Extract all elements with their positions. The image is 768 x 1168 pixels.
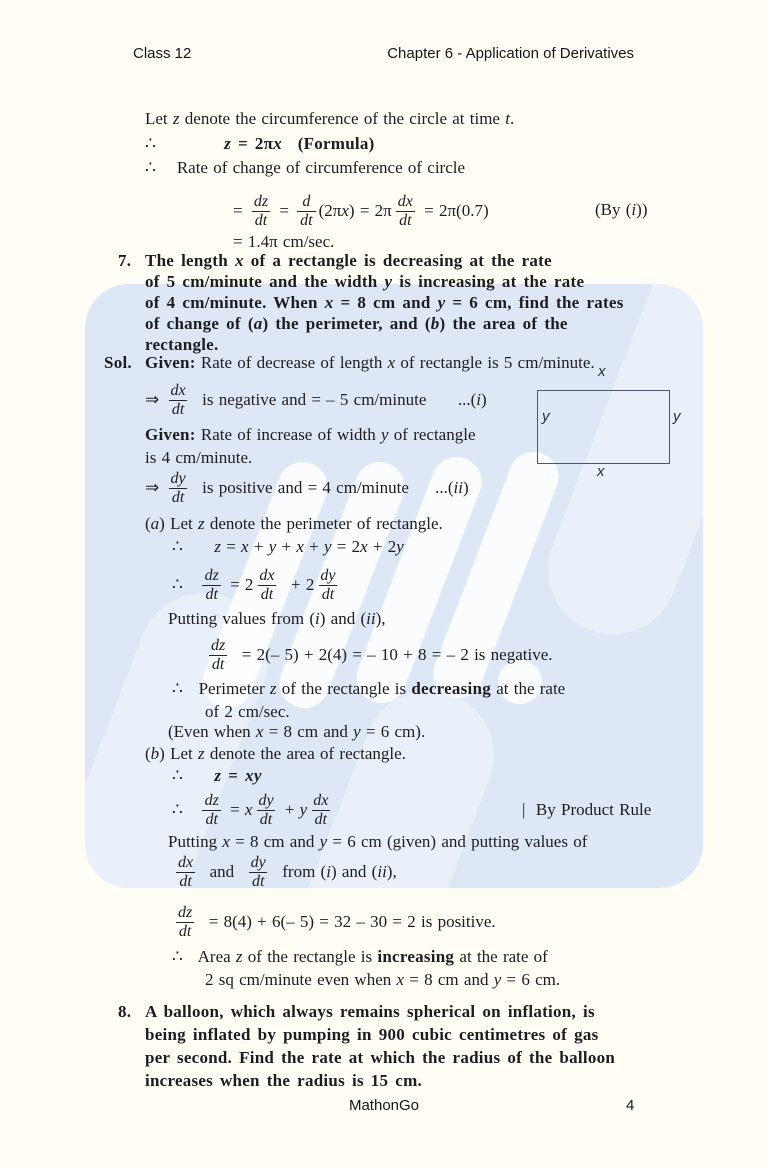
diagram-top-label: x	[598, 363, 606, 380]
text-segment: t	[505, 109, 510, 128]
text-segment: ∴	[172, 537, 215, 556]
text-segment: ∴	[145, 134, 156, 153]
text-segment: Sol.	[104, 353, 132, 372]
text-segment: increasing	[377, 947, 455, 966]
q7-line-4	[145, 313, 568, 335]
text-segment: = 8(4) + 6(– 5) = 32 – 30 = 2 is positive.	[198, 912, 496, 931]
text-segment: is positive and = 4 cm/minute ...(	[191, 478, 454, 497]
text-segment: = 6 cm, find the rates	[445, 293, 624, 312]
text-segment: y	[353, 722, 361, 741]
text-segment: = 8 cm and	[263, 722, 354, 741]
area-conclusion-1	[172, 946, 548, 968]
text-segment: x	[244, 800, 253, 819]
text-segment: is increasing at the rate	[392, 272, 585, 291]
text-segment: ∴ Perimeter	[172, 679, 270, 698]
text-segment: = 2(– 5) + 2(4) = – 10 + 8 = – 2 is negative.	[231, 645, 553, 664]
text-segment: of the rectangle is	[276, 679, 412, 698]
text-segment: x	[360, 537, 368, 556]
text-segment: 2 sq cm/minute even when	[205, 970, 397, 989]
perimeter-derivative	[172, 562, 341, 608]
text-segment: rectangle.	[145, 335, 219, 354]
text-segment: of 4 cm/minute. When	[145, 293, 325, 312]
area-derivative	[172, 787, 334, 833]
text-segment: ∴ Rate of change of circumference of circle	[145, 158, 466, 177]
text-segment: + 2	[280, 575, 315, 594]
text-segment: z	[214, 537, 221, 556]
perimeter-formula	[172, 536, 404, 558]
part-b-intro	[145, 743, 406, 765]
text-segment: ) and (	[330, 862, 378, 881]
eq-i	[145, 377, 487, 423]
text-segment: of a rectangle is decreasing at the rate	[243, 251, 552, 270]
text-segment: i	[315, 609, 320, 628]
text-segment: )	[481, 390, 487, 409]
fraction: $\frac{dy}{dt}$	[250, 853, 266, 890]
text-segment	[282, 134, 298, 153]
q7-line-1	[145, 250, 552, 272]
q7-number	[118, 250, 131, 272]
text-segment: z	[198, 514, 205, 533]
text-segment: z	[198, 744, 205, 763]
text-segment: y	[396, 537, 404, 556]
footer-brand: MathonGo	[348, 1097, 420, 1114]
text-segment: ∴	[172, 766, 215, 785]
text-segment: ) the perimeter, and (	[262, 314, 431, 333]
text-segment: (By (	[595, 200, 632, 219]
text-segment: z	[235, 947, 243, 966]
eq-ii	[145, 465, 469, 511]
text-segment: y	[493, 970, 502, 989]
area-formula	[172, 765, 262, 787]
text-segment: is 4 cm/minute.	[145, 448, 253, 467]
text-segment: and	[199, 862, 245, 881]
text-segment: = 2π	[230, 134, 274, 153]
text-segment: x	[255, 722, 264, 741]
fraction: $\frac{dy}{dt}$	[170, 469, 186, 506]
text-segment: =	[224, 800, 245, 819]
q8-line-2	[145, 1024, 598, 1046]
rect-diagram	[537, 390, 670, 464]
text-segment: =	[233, 201, 248, 220]
text-segment: is negative and = – 5 cm/minute ...(	[191, 390, 477, 409]
text-segment: z	[214, 766, 222, 785]
text-segment: = 6 cm (given) and putting values of	[327, 832, 588, 851]
text-segment: y	[319, 832, 328, 851]
text-segment: .	[509, 109, 515, 128]
text-segment	[156, 134, 224, 153]
text-segment: denote the area of rectangle.	[204, 744, 406, 763]
area-conclusion-2	[205, 969, 560, 991]
text-segment: ) the area of the	[439, 314, 568, 333]
text-segment: ⇒	[145, 478, 165, 497]
text-segment: The length	[145, 251, 235, 270]
text-segment: decreasing	[411, 679, 491, 698]
text-segment: z	[224, 134, 231, 153]
fraction: $\frac{dx}{dt}$	[313, 791, 329, 828]
text-segment: ∴	[172, 575, 199, 594]
text-segment: of 5 cm/minute and the width	[145, 272, 385, 291]
text-segment: Given:	[145, 425, 196, 444]
text-segment: Let	[145, 109, 173, 128]
text-segment: z	[172, 109, 180, 128]
diagram-bottom-label: x	[597, 463, 605, 480]
text-segment: 7.	[118, 251, 132, 270]
text-segment: x	[273, 134, 282, 153]
header-class: Class 12	[133, 45, 192, 62]
text-segment: ) Let	[159, 744, 198, 763]
text-segment: y	[384, 272, 393, 291]
fraction: $\frac{dx}{dt}$	[259, 566, 275, 603]
text-segment: =	[220, 537, 242, 556]
text-segment: ) Let	[159, 514, 198, 533]
text-segment: a	[150, 514, 160, 533]
q7-line-2	[145, 271, 584, 293]
text-segment: ii	[377, 862, 387, 881]
fraction: $\frac{dz}{dt}$	[202, 792, 222, 828]
text-segment: = 2	[331, 537, 361, 556]
text-segment: (	[145, 744, 151, 763]
text-segment: ⇒	[145, 390, 165, 409]
fraction: $\frac{dz}{dt}$	[208, 637, 228, 673]
text-segment: a	[253, 314, 263, 333]
sol-label	[104, 352, 132, 374]
fraction: $\frac{dx}{dt}$	[178, 853, 194, 890]
fraction: $\frac{dx}{dt}$	[397, 192, 413, 229]
text-segment: Putting	[168, 832, 223, 851]
text-segment: y	[323, 537, 332, 556]
text-segment: )	[462, 478, 469, 497]
text-segment: + 2	[367, 537, 397, 556]
perimeter-conclusion-2	[205, 701, 290, 723]
text-segment: Putting values from (	[168, 609, 316, 628]
text-segment: x	[241, 537, 249, 556]
fraction: $\frac{d}{dt}$	[297, 193, 315, 229]
text-segment: at the rate of	[454, 947, 548, 966]
text-segment: ) and (	[319, 609, 367, 628]
text-segment: Given:	[145, 353, 196, 372]
text-segment: = 8 cm and	[404, 970, 494, 989]
text-segment: x	[387, 353, 396, 372]
by-note	[595, 199, 647, 221]
text-segment: x	[222, 832, 230, 851]
fraction: $\frac{dy}{dt}$	[320, 566, 336, 603]
text-segment: i	[476, 390, 482, 409]
text-segment: per second. Find the rate at which the radius of the balloon	[145, 1048, 616, 1067]
text-segment: ii	[366, 609, 376, 628]
text-segment: = 1.4π cm/sec.	[233, 232, 335, 251]
fraction: $\frac{dx}{dt}$	[170, 381, 186, 418]
text-segment: = 8 cm and	[333, 293, 438, 312]
text-segment: of change of (	[145, 314, 254, 333]
intro-line	[145, 108, 514, 130]
header-chapter: Chapter 6 - Application of Derivatives	[387, 45, 634, 62]
text-segment: from (	[271, 862, 327, 881]
diagram-right-label: y	[673, 408, 681, 425]
text-segment: (	[145, 514, 151, 533]
perimeter-calc	[205, 632, 553, 678]
text-segment: 8.	[118, 1002, 132, 1021]
text-segment: =	[274, 201, 295, 220]
text-segment: of the rectangle is	[242, 947, 378, 966]
part-a-intro	[145, 513, 443, 535]
text-segment: ii	[453, 478, 463, 497]
fraction: $\frac{dz}{dt}$	[202, 567, 222, 603]
text-segment: | By Product Rule	[522, 800, 652, 819]
fraction: $\frac{dz}{dt}$	[175, 904, 195, 940]
from-i-ii	[172, 849, 397, 895]
text-segment: ),	[375, 609, 386, 628]
text-segment: x	[341, 201, 349, 220]
text-segment: x	[324, 293, 334, 312]
given-2a	[145, 424, 476, 446]
text-segment: i	[326, 862, 331, 881]
rate-line	[145, 157, 465, 179]
text-segment: b	[430, 314, 440, 333]
text-segment: xy	[245, 766, 262, 785]
text-segment: (Formula)	[297, 134, 375, 153]
footer-page-number: 4	[626, 1097, 635, 1114]
text-segment: x	[396, 970, 405, 989]
diagram-left-label: y	[542, 408, 550, 425]
even-when	[168, 721, 425, 743]
q7-line-3	[145, 292, 624, 314]
text-segment: = 6 cm).	[360, 722, 426, 741]
text-segment: Rate of decrease of length	[195, 353, 388, 372]
text-segment: ∴ Area	[172, 947, 236, 966]
sol-given-1	[145, 352, 595, 374]
text-segment: of 2 cm/sec.	[205, 702, 290, 721]
q8-line-4	[145, 1070, 422, 1092]
text-segment: = 2π(0.7)	[418, 201, 489, 220]
text-segment: y	[381, 425, 389, 444]
q8-line-3	[145, 1047, 615, 1069]
text-segment: ))	[636, 200, 648, 219]
text-segment: i	[631, 200, 637, 219]
text-segment: +	[248, 537, 269, 556]
q8-line-1	[145, 1001, 595, 1023]
circumference-eq	[233, 188, 489, 234]
text-segment: ∴	[172, 800, 199, 819]
formula-line	[145, 133, 375, 155]
text-segment: denote the circumference of the circle at time	[179, 109, 506, 128]
fraction: $\frac{dy}{dt}$	[258, 791, 274, 828]
text-segment: = 2	[224, 575, 254, 594]
text-segment: y	[437, 293, 446, 312]
fraction: $\frac{dz}{dt}$	[251, 193, 271, 229]
text-segment: (Even when	[168, 722, 256, 741]
text-segment: increases when the radius is 15 cm.	[145, 1071, 423, 1090]
text-segment: being inflated by pumping in 900 cubic centimetres of gas	[145, 1025, 599, 1044]
text-segment: +	[276, 537, 297, 556]
text-segment: = 8 cm and	[229, 832, 320, 851]
text-segment: of rectangle	[388, 425, 476, 444]
text-segment: y	[268, 537, 277, 556]
text-segment: x	[234, 251, 244, 270]
text-segment: +	[279, 800, 300, 819]
text-segment: at the rate	[490, 679, 566, 698]
text-segment: ) = 2π	[348, 201, 392, 220]
text-segment: A balloon, which always remains spherical on inflation, is	[145, 1002, 595, 1021]
product-rule-note	[522, 799, 651, 821]
text-segment: ),	[386, 862, 397, 881]
text-segment: =	[221, 766, 246, 785]
perimeter-conclusion-1	[172, 678, 565, 700]
text-segment: z	[269, 679, 277, 698]
text-segment: b	[150, 744, 160, 763]
text-segment: y	[299, 800, 308, 819]
text-segment: denote the perimeter of rectangle.	[204, 514, 443, 533]
putting-values	[168, 608, 386, 630]
text-segment: +	[303, 537, 324, 556]
text-segment: = 6 cm.	[501, 970, 561, 989]
text-segment: Rate of increase of width	[195, 425, 381, 444]
text-segment: (2π	[318, 201, 342, 220]
text-segment: of rectangle is 5 cm/minute.	[395, 353, 595, 372]
area-calc	[172, 899, 496, 945]
q8-number	[118, 1001, 131, 1023]
text-segment: x	[296, 537, 304, 556]
